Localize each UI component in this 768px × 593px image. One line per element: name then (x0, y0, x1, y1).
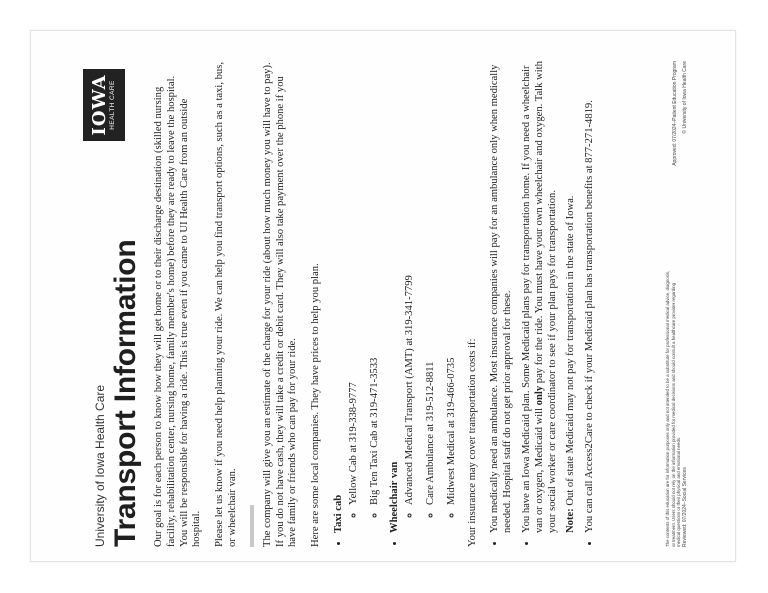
van-sublist (404, 61, 458, 533)
note-text: Out of state Medicaid may not pay for transportation in the state of Iowa. (565, 195, 577, 509)
paragraph-help: Please let us know if you need help planning your ride. We can help you find transport options, such as a taxi, bus, or wheelchair van. (214, 62, 238, 547)
insurance-intro: Your insurance may cover transportation costs if: (466, 338, 478, 547)
taxi-heading: Taxi cab (332, 494, 344, 533)
insurance-list (489, 61, 597, 547)
document-body (153, 61, 605, 547)
taxi-sublist (348, 61, 382, 533)
list-item: ◦ Yellow Cab at 319-338-9777 (348, 61, 361, 505)
paragraph-companies-intro: Here are some local companies. They have prices to help you plan. (310, 263, 322, 547)
company-list (333, 61, 459, 547)
medicaid-note (565, 61, 578, 533)
document-page (30, 30, 736, 562)
list-item-access2care: • You can call Access2Care to check if your Medicaid plan has transportation benefits at 877-271-4819. (584, 61, 597, 533)
medicaid-emphasis: only (533, 385, 545, 406)
footer-approved: Approved: 07/2024–Patient Education Program (672, 61, 678, 166)
list-item: ◦ Big Ten Taxi Cab at 319-471-3533 (369, 61, 382, 505)
rotated-page-content (83, 61, 713, 547)
paragraph-goal: Our goal is for each person to know how they will get home or to their discharge destination (skilled nursing facility, rehabilitation center, nursing home, family member's home) before they are ready to leave the hospital. You will be responsible for having a ride. This is true even if you came to UI Health Care from an outside hospital. (153, 75, 203, 547)
medicaid-text-b: pay for the ride. You must have your own wheelchair and oxygen. Talk with your social worker or care coordinator to see if your plan pays for transportation. (533, 61, 558, 533)
list-item: ◦ Care Ambulance at 319-512-8811 (425, 61, 438, 505)
logo-subtitle: HEALTH CARE (109, 80, 116, 130)
footer-reviewed: Reviewed: 07/2024–Social Services (682, 467, 688, 547)
note-label: Note: (565, 508, 577, 533)
van-heading: Wheelchair van (389, 461, 401, 533)
list-item-medicaid (521, 61, 578, 533)
redacted-text (250, 505, 254, 547)
logo-wordmark: IOWA (89, 74, 110, 136)
medicaid-text-a: You have an Iowa Medicaid plan. Some Medicaid plans pay for transportation home. If you need a wheelchair van or oxygen, Medicaid will (520, 65, 545, 533)
page-title: Transport Information (109, 239, 142, 547)
list-item-ambulance: • You medically need an ambulance. Most insurance companies will pay for an ambulance only when medically needed. Hospital staff do not get prior approval for these. (489, 61, 515, 533)
footer-copyright: © University of Iowa Health Care (682, 61, 688, 134)
paragraph-estimate: The company will give you an estimate of the charge for your ride (about how much money you will have to pay). If you do not have cash, they will take a credit or debit card. They will also take payment over the phone if you have family or friends who can pay for your ride. (261, 62, 299, 547)
list-item-taxi (333, 61, 381, 533)
organization-name: University of Iowa Health Care (93, 384, 107, 547)
list-item: ◦ Midwest Medical at 319-466-0735 (446, 61, 459, 505)
list-item: ◦ Advanced Medical Transport (AMT) at 319-341-7799 (404, 61, 417, 505)
iowa-health-care-logo (83, 69, 125, 141)
list-item-van (389, 61, 458, 533)
footer-disclaimer: The contents of this education are for information purposes only and not intended to be a substitute for professional medical advice, diagnosis, or treatment. Users should not rely on the information provided for medical decisions and should consult a healthcare provider regarding medical questions or their physical and emotional needs. (665, 270, 682, 547)
